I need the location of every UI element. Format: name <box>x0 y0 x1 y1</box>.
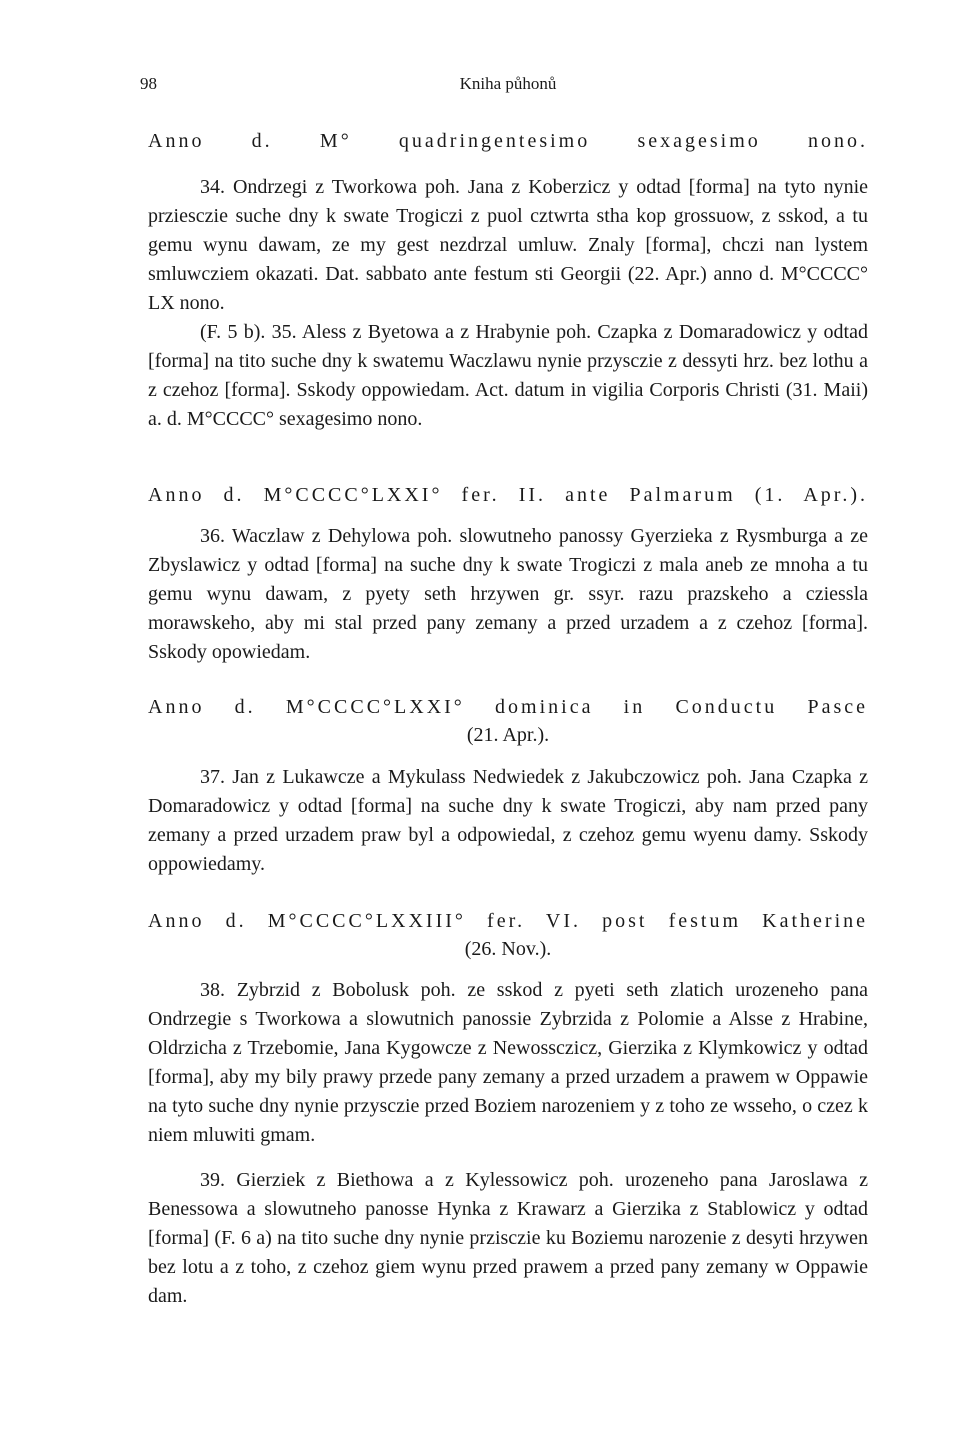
running-head <box>140 74 868 100</box>
entry-37: 37. Jan z Lukawcze a Mykulass Nedwiedek z Jakubczowicz poh. Jana Czapka z Domaradowicz y odtad [forma] na suche dny k swate Trogiczi, aby nam przed pany zemany a przed urzadem praw byl a odpowiedal, z czehoz gemu wyenu damy. Sskody oppowiedamy. <box>148 766 868 875</box>
section-heading-date: (26. Nov.). <box>464 938 552 960</box>
section-heading: Anno d. M°CCCC°LXXIII° fer. VI. post festum Katherine <box>148 910 868 932</box>
section-heading: Anno d. M° quadringentesimo sexagesimo nono. <box>148 130 868 152</box>
book-title: Kniha půhonů <box>459 74 557 93</box>
section-heading-date: (21. Apr.). <box>466 724 550 746</box>
entry-34: 34. Ondrzegi z Tworkowa poh. Jana z Koberzicz y odtad [forma] na tyto nynie prziesczie suche dny k swate Trogiczi z puol cztwrta stha kop grossuow, z sskod, a tu gemu wynu dawam, ze my gest nezdrzal umluw. Znaly [forma], chczi nan lystem smluwcziem okazati. Dat. sabbato ante festum sti Georgii (22. Apr.) anno d. M°CCCC° LX nono. <box>148 176 868 314</box>
section-heading: Anno d. M°CCCC°LXXI° dominica in Conductu Pasce <box>148 696 868 718</box>
entry-38: 38. Zybrzid z Bobolusk poh. ze sskod z pyeti seth zlatich urozeneho pana Ondrzegie s Tworkowa a slowutnich panossie Zybrzida z Polomie a Alsse z Hrabine, Oldrzicha z Trzebomie, Jana Kygowcze z Newossczicz, Gierzika z Klymkowicz y odtad [forma], aby my bily prawy przede pany zemany a przed urzadem a prawem w Oppawie na tyto suche dny nynie przysczie przed Boziem narozeniem y z toho ze wsseho, o czez k niem mluwiti gmam. <box>148 979 868 1146</box>
section-heading: Anno d. M°CCCC°LXXI° fer. II. ante Palmarum (1. Apr.). <box>148 484 868 506</box>
entry-35: (F. 5 b). 35. Aless z Byetowa a z Hrabynie poh. Czapka z Domaradowicz y odtad [forma] na tito suche dny k swatemu Waczlawu nynie przysczie z dessyti hrz. bez lothu a z czehoz [forma]. Sskody oppowiedam. Act. datum in vigilia Corporis Christi (31. Maii) a. d. M°CCCC° sexagesimo nono. <box>148 321 868 430</box>
entry-36: 36. Waczlaw z Dehylowa poh. slowutneho panossy Gyerzieka z Rysmburga a ze Zbyslawicz y odtad [forma] na suche dny k swate Trogiczi z mala aneb ze mnoha a tu gemu wynu dawam, z pyety seth hrzywen gr. ssyr. razu prazskeho a cziessla morawskeho, aby mi stal przed pany zemany a przed urzadem a z czehoz [forma]. Sskody opowiedam. <box>148 525 868 663</box>
page-number: 98 <box>140 74 157 93</box>
entry-39: 39. Gierziek z Biethowa a z Kylessowicz poh. urozeneho pana Jaroslawa z Benessowa a slowutneho panosse Hynka z Krawarz a Gierzika z Stablowicz y odtad [forma] (F. 6 a) na tito suche dny nynie przisczie ku Boziemu narozenie z desyti hrzywen bez lotu a z toho, z czehoz giem wynu przed prawem a przed pany zemany w Oppawie dam. <box>148 1169 868 1307</box>
